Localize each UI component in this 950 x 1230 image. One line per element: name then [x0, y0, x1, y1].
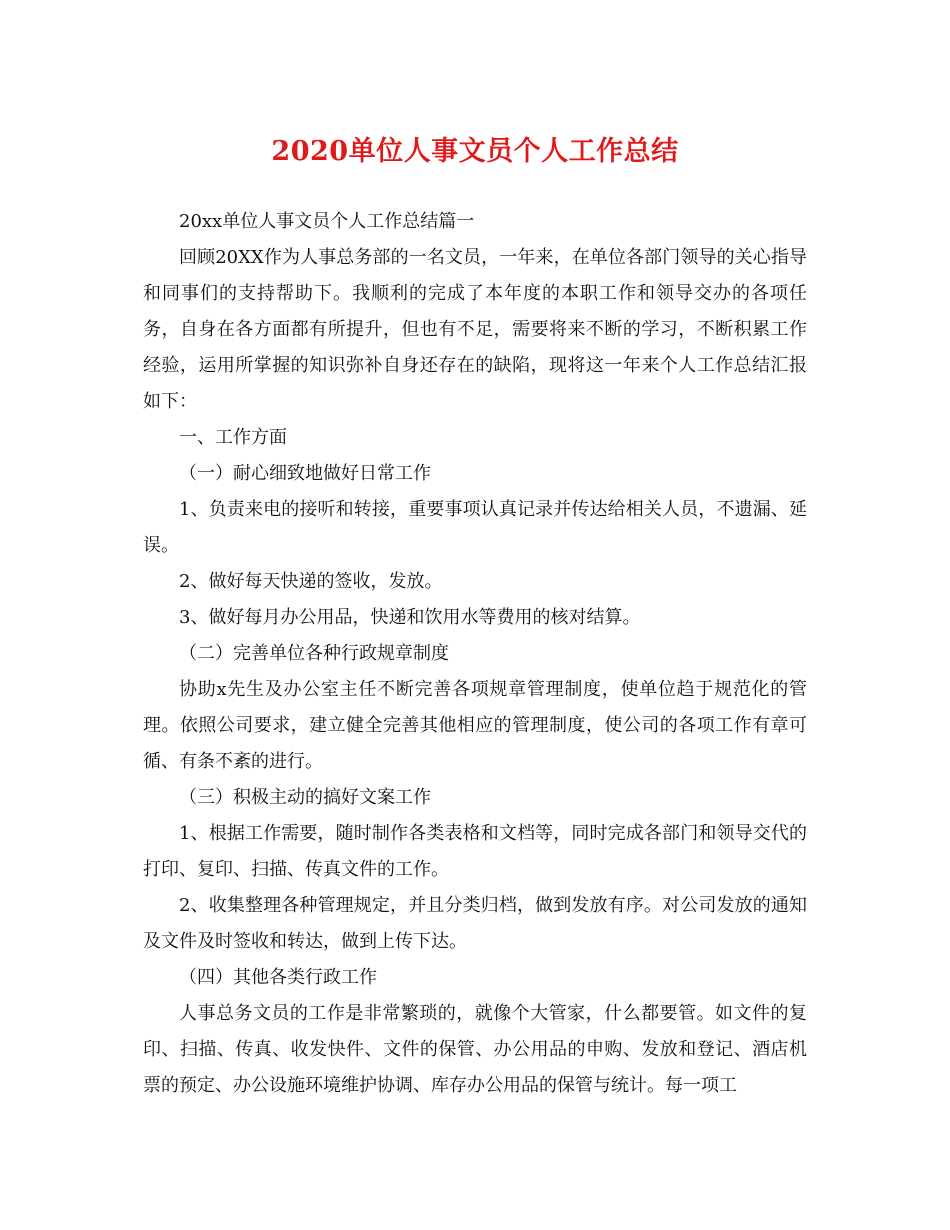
subsection-heading-3: （三）积极主动的搞好文案工作: [179, 787, 431, 808]
subsection-heading-4: （四）其他各类行政工作: [179, 967, 377, 988]
section-heading-work: 一、工作方面: [179, 427, 287, 448]
list-item-2: 2、做好每天快递的签收，发放。: [179, 571, 443, 592]
document-body: [143, 204, 807, 1104]
subsection-heading-1: （一）耐心细致地做好日常工作: [179, 463, 431, 484]
paragraph-heading-part-one: 20xx单位人事文员个人工作总结篇一: [179, 211, 475, 232]
list-item-documents-2: 2、收集整理各种管理规定，并且分类归档，做到发放有序。对公司发放的通知及文件及时签收和转达，做到上传下达。: [143, 895, 807, 952]
subsection-heading-2: （二）完善单位各种行政规章制度: [179, 643, 449, 664]
list-item-3: 3、做好每月办公用品，快递和饮用水等费用的核对结算。: [179, 607, 641, 628]
document-title: 2020单位人事文员个人工作总结: [271, 136, 679, 167]
paragraph-admin-work: 人事总务文员的工作是非常繁琐的，就像个大管家，什么都要管。如文件的复印、扫描、传真、收发快件、文件的保管、办公用品的申购、发放和登记、酒店机票的预定、办公设施环境维护协调、库存办公用品的保管与统计。每一项工: [143, 1003, 807, 1096]
list-item-1: 1、负责来电的接听和转接，重要事项认真记录并传达给相关人员，不遗漏、延误。: [143, 499, 807, 556]
paragraph-regulations: 协助x先生及办公室主任不断完善各项规章管理制度，使单位趋于规范化的管理。依照公司要求，建立健全完善其他相应的管理制度，使公司的各项工作有章可循、有条不紊的进行。: [143, 679, 807, 772]
paragraph-intro: 回顾20XX作为人事总务部的一名文员，一年来，在单位各部门领导的关心指导和同事们的支持帮助下。我顺利的完成了本年度的本职工作和领导交办的各项任务，自身在各方面都有所提升，但也有不足，需要将来不断的学习，不断积累工作经验，运用所掌握的知识弥补自身还存在的缺陷，现将这一年来个人工作总结汇报如下：: [143, 247, 807, 412]
list-item-documents-1: 1、根据工作需要，随时制作各类表格和文档等，同时完成各部门和领导交代的打印、复印、扫描、传真文件的工作。: [143, 823, 807, 880]
